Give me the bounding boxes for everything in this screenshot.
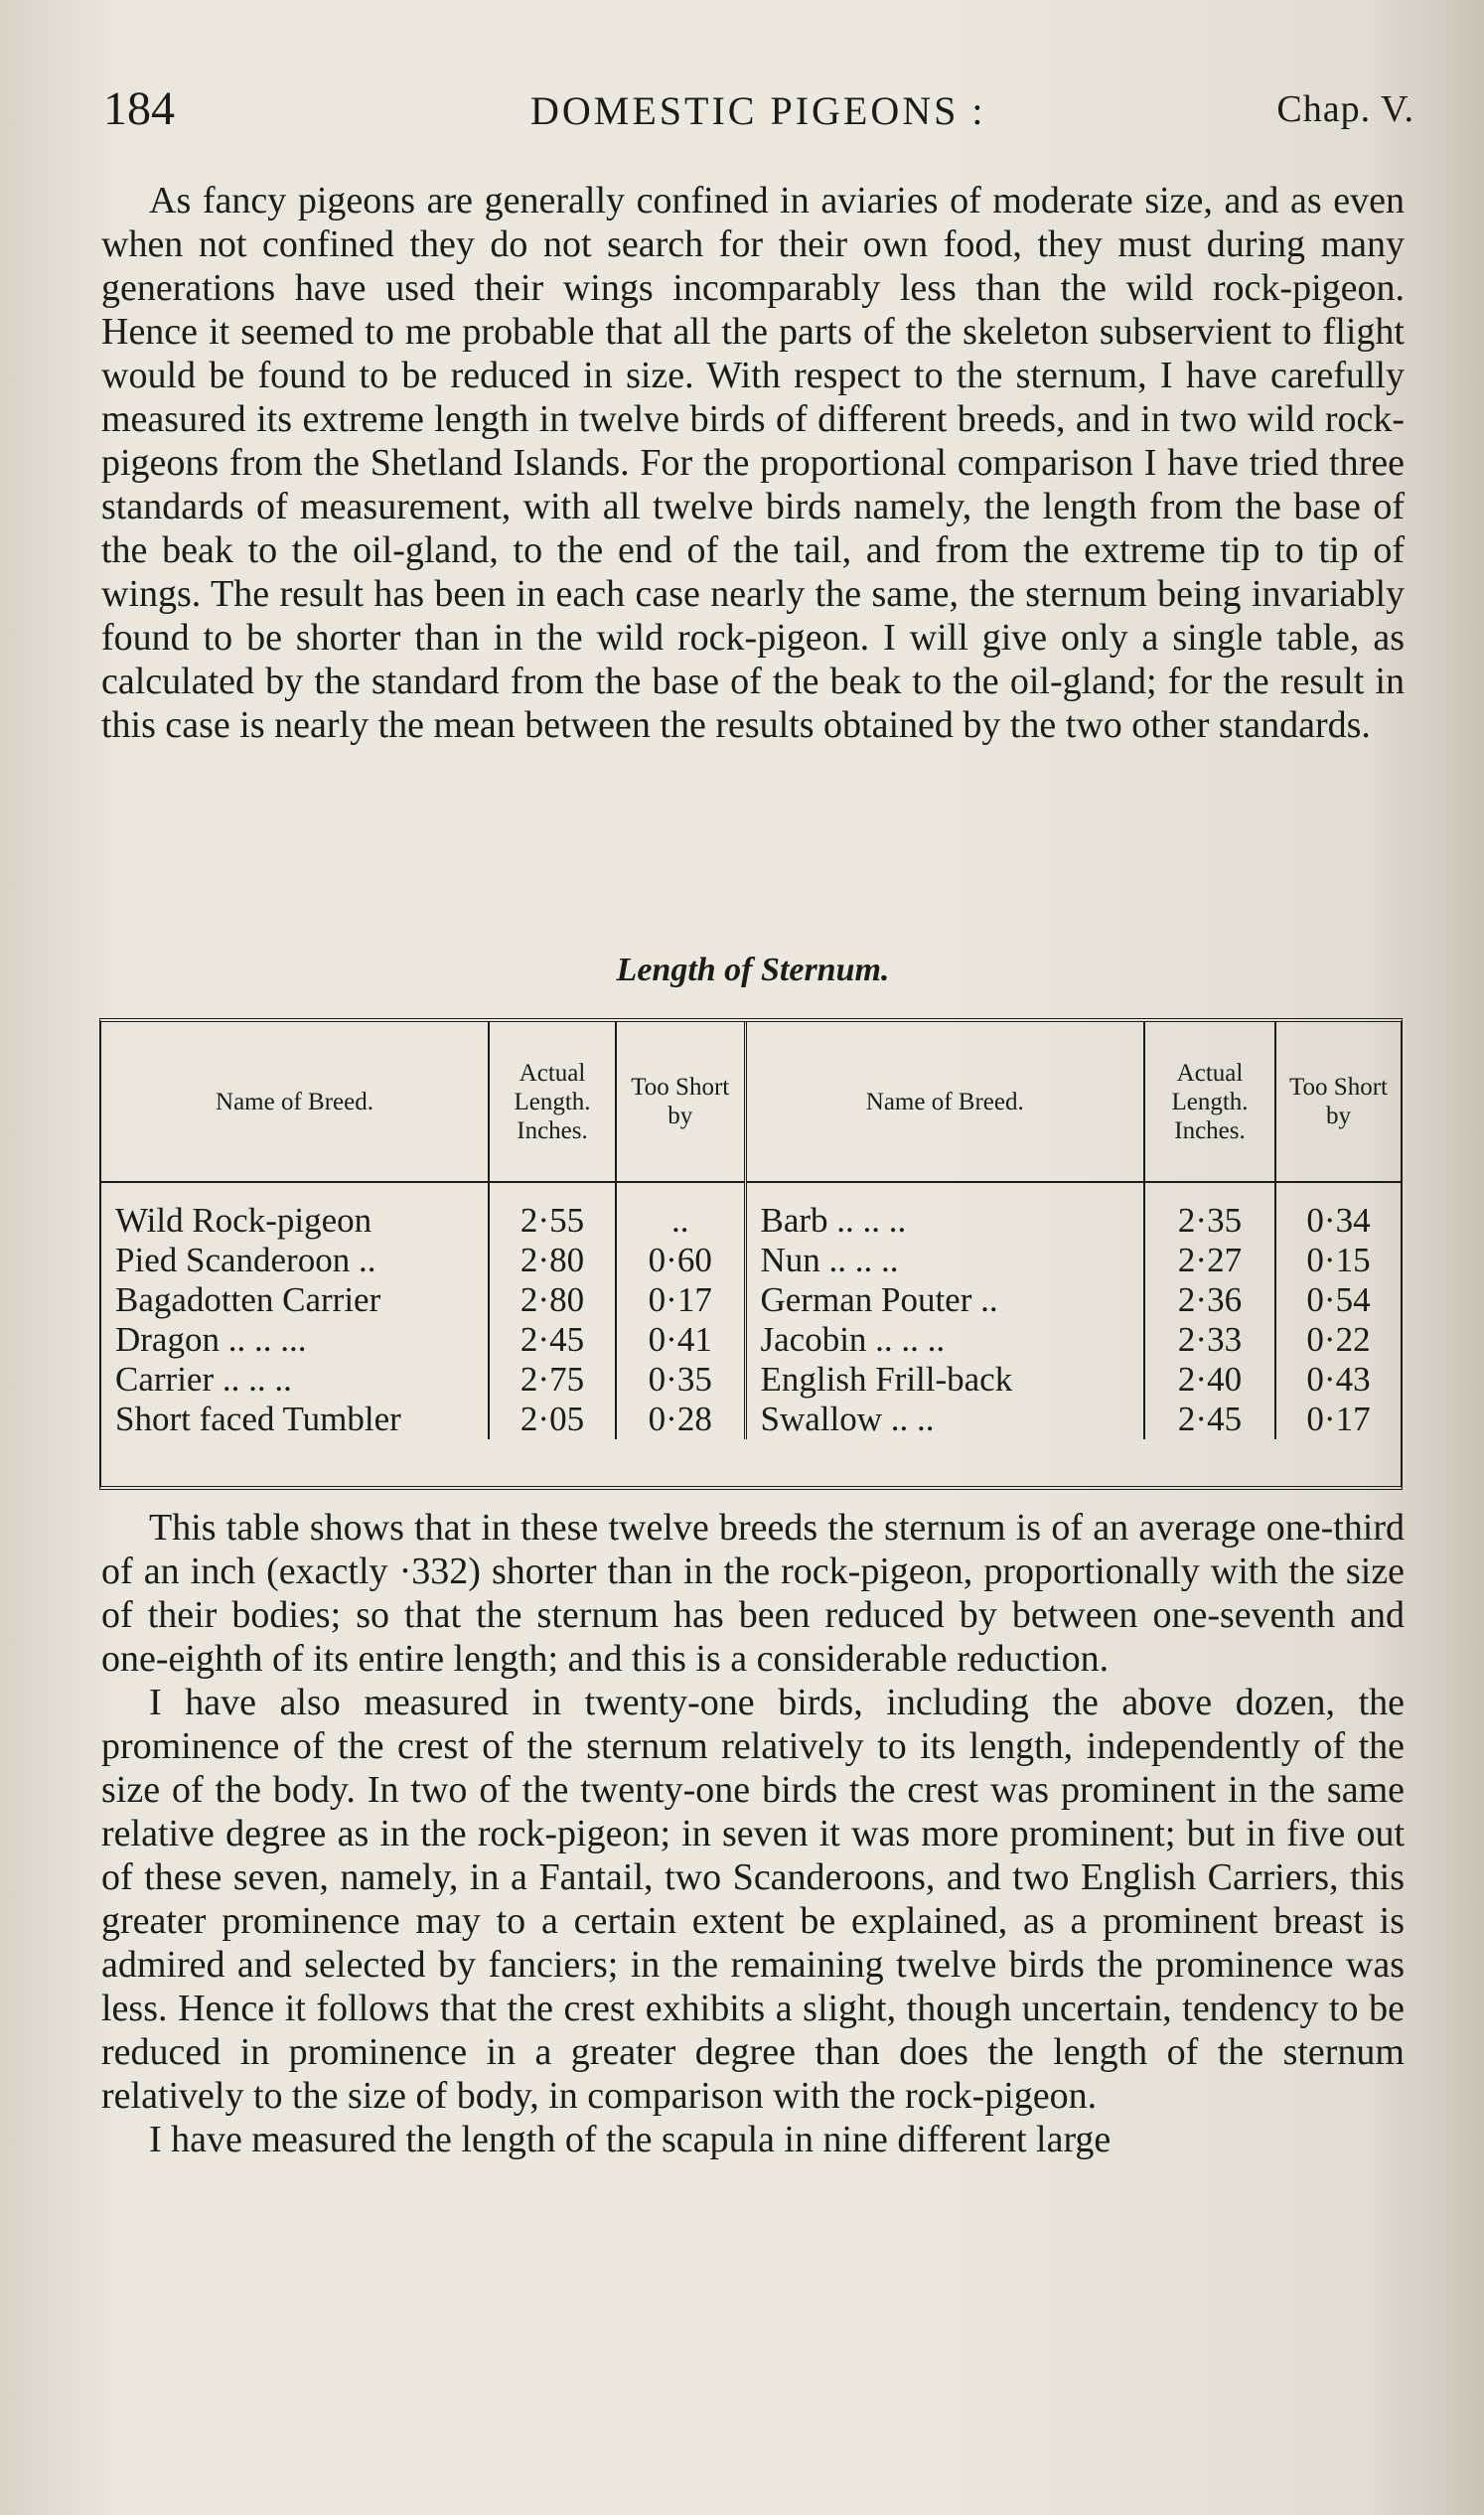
too-short-by: 0·28 [616,1400,745,1439]
actual-length: 2·27 [1144,1241,1275,1280]
actual-length: 2·33 [1144,1320,1275,1360]
too-short-by: 0·41 [616,1320,745,1360]
running-title: DOMESTIC PIGEONS : [530,88,986,133]
table-row [101,1360,1401,1400]
header-too-short-by: Too Short by [1275,1022,1401,1182]
actual-length: 2·55 [489,1182,616,1241]
table-row [101,1280,1401,1320]
breed-name: Swallow .. .. [745,1400,1144,1439]
breed-name: Short faced Tumbler [101,1400,489,1439]
breed-name: Carrier .. .. .. [101,1360,489,1400]
breed-name: Wild Rock-pigeon [101,1182,489,1241]
actual-length: 2·45 [489,1320,616,1360]
too-short-by: 0·17 [1306,1400,1371,1438]
header-name-of-breed: Name of Breed. [101,1022,489,1182]
actual-length: 2·35 [1144,1182,1275,1241]
breed-name: Jacobin .. .. .. [745,1320,1144,1360]
paragraph: This table shows that in these twelve breeds the sternum is of an average one-third of an inch (exactly ·332) shorter than in the rock-pigeon, proportionally with the size of their bodies; so that the sternum has been reduced by between one-seventh and one-eighth of its entire length; and this is a considerable reduction. [101,1507,1405,1680]
header-name-of-breed: Name of Breed. [745,1022,1144,1182]
table-row [101,1320,1401,1360]
paragraph: As fancy pigeons are generally confined in aviaries of moderate size, and as even when not confined they do not search for their own food, they must during many generations have used their wings incomparably less than the wild rock-pigeon. Hence it seemed to me probable that all the parts of the skeleton subservient to flight would be found to be reduced in size. With respect to the sternum, I have carefully measured its extreme length in twelve birds of different breeds, and in two wild rock-pigeons from the Shetland Islands. For the proportional comparison I have tried three standards of measurement, with all twelve birds namely, the length from the base of the beak to the oil-gland, to the end of the tail, and from the extreme tip to tip of wings. The result has been in each case nearly the same, the sternum being invariably found to be shorter than in the wild rock-pigeon. I will give only a single table, as calculated by the standard from the base of the beak to the oil-gland; for the result in this case is nearly the mean between the results obtained by the two other standards. [101,180,1405,746]
table-caption: Length of Sternum. [616,952,890,988]
sternum-table-frame [99,1018,1403,1490]
actual-length: 2·36 [1144,1280,1275,1320]
breed-name: Bagadotten Carrier [101,1280,489,1320]
actual-length: 2·80 [489,1241,616,1280]
too-short-by: 0·17 [616,1280,745,1320]
too-short-by: 0·43 [1306,1360,1371,1399]
too-short-by: 0·60 [616,1241,745,1280]
table-row [101,1182,1401,1241]
actual-length: 2·45 [1144,1400,1275,1439]
header-too-short-by: Too Short by [616,1022,745,1182]
too-short-by: 0·22 [1306,1320,1371,1359]
breed-name: English Frill-back [745,1360,1144,1400]
breed-name: Nun .. .. .. [745,1241,1144,1280]
chapter-label: Chap. V. [1276,88,1414,130]
breed-name: Dragon .. .. ... [101,1320,489,1360]
table-row [101,1400,1401,1439]
too-short-by: 0·54 [1306,1280,1371,1319]
breed-name: Barb .. .. .. [745,1182,1144,1241]
actual-length: 2·05 [489,1400,616,1439]
header-actual-length: Actual Length. Inches. [1144,1022,1275,1182]
header-actual-length: Actual Length. Inches. [489,1022,616,1182]
too-short-by: 0·15 [1306,1241,1371,1279]
page-header [103,81,1414,141]
actual-length: 2·40 [1144,1360,1275,1400]
table-row [101,1241,1401,1280]
too-short-by: 0·35 [616,1360,745,1400]
paragraph: I have measured the length of the scapula in nine different large [149,2119,1112,2160]
actual-length: 2·80 [489,1280,616,1320]
page-number: 184 [103,82,175,135]
body-text-bottom [101,1506,1405,2161]
paragraph: I have also measured in twenty-one birds, including the above dozen, the prominence of the crest of the sternum relatively to its length, independently of the size of the body. In two of the twenty-one birds the crest was prominent in the same relative degree as in the rock-pigeon; in seven it was more prominent; but in five out of these seven, namely, in a Fantail, two Scanderoons, and two English Carriers, this greater prominence may to a certain extent be explained, as a prominent breast is admired and selected by fanciers; in the remaining twelve birds the prominence was less. Hence it follows that the crest exhibits a slight, though uncertain, tendency to be reduced in prominence in a greater degree than does the length of the sternum relatively to the size of body, in comparison with the rock-pigeon. [101,1682,1405,2117]
too-short-by: 0·34 [1306,1201,1371,1240]
actual-length: 2·75 [489,1360,616,1400]
too-short-by: .. [616,1182,745,1241]
breed-name: German Pouter .. [745,1280,1144,1320]
sternum-table [101,1022,1401,1439]
body-text-top [101,179,1405,747]
table-header-row [101,1022,1401,1182]
breed-name: Pied Scanderoon .. [101,1241,489,1280]
